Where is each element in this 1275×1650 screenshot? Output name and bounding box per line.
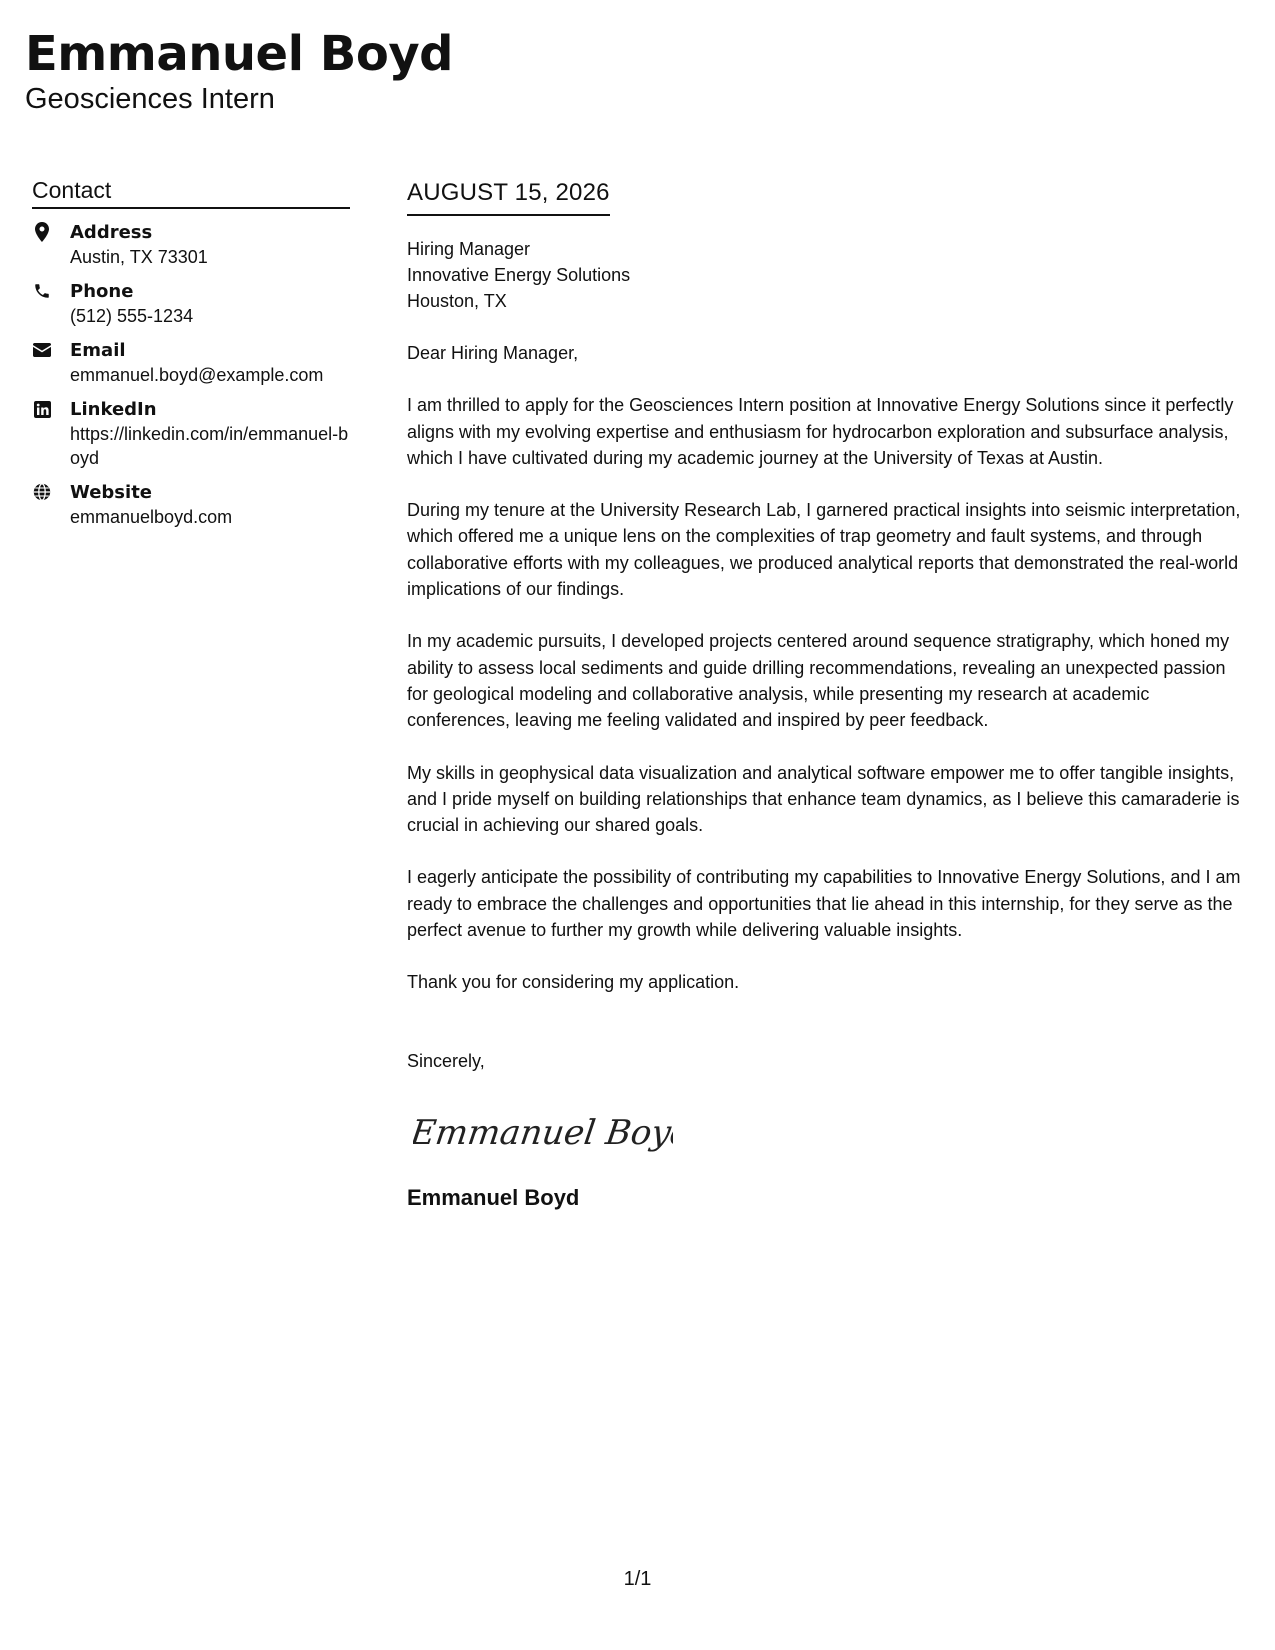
contact-item-phone bbox=[32, 280, 350, 328]
recipient-block bbox=[407, 236, 1247, 314]
contact-value-address: Austin, TX 73301 bbox=[70, 247, 208, 267]
contact-item-email bbox=[32, 339, 350, 387]
recipient-line: Houston, TX bbox=[407, 291, 507, 311]
applicant-name: Emmanuel Boyd bbox=[25, 26, 453, 82]
body-paragraph: During my tenure at the University Research Lab, I garnered practical insights into seismic interpretation, which offered me a unique lens on the complexities of trap geometry and fault systems, and through collaborative efforts with my colleagues, we produced analytical reports that demonstrated the real-world implications of our findings. bbox=[407, 500, 1241, 600]
contact-value-phone: (512) 555-1234 bbox=[70, 306, 194, 326]
job-title: Geosciences Intern bbox=[25, 83, 275, 115]
contact-label: Phone bbox=[70, 281, 134, 302]
letter-date: AUGUST 15, 2026 bbox=[407, 178, 610, 216]
contact-item-linkedin bbox=[32, 398, 350, 470]
contact-heading: Contact bbox=[32, 176, 350, 209]
letter-body bbox=[407, 178, 1247, 1212]
contact-label: Website bbox=[70, 482, 153, 503]
page-number: 1/1 bbox=[623, 1568, 652, 1590]
contact-value-linkedin[interactable]: https://linkedin.com/in/emmanuel-boyd bbox=[70, 424, 349, 468]
body-paragraph: In my academic pursuits, I developed projects centered around sequence stratigraphy, which honed my ability to assess local sediments and guide drilling recommendations, revealing an unexpected passion for geological modeling and collaborative analysis, while presenting my research at academic conferences, leaving me feeling validated and inspired by peer feedback. bbox=[407, 631, 1230, 731]
body-paragraph: I am thrilled to apply for the Geosciences Intern position at Innovative Energy Solutions since it perfectly aligns with my evolving expertise and enthusiasm for hydrocarbon exploration and subsurface analysis, which I have cultivated during my academic journey at the University of Texas at Austin. bbox=[407, 395, 1234, 468]
contact-label: Address bbox=[70, 222, 153, 243]
closing: Sincerely, bbox=[407, 1050, 485, 1071]
signature-text: Emmanuel Boyd bbox=[413, 1113, 673, 1153]
contact-value-email[interactable]: emmanuel.boyd@example.com bbox=[70, 365, 324, 385]
recipient-line: Hiring Manager bbox=[407, 239, 531, 259]
greeting: Dear Hiring Manager, bbox=[407, 343, 579, 363]
body-paragraph: I eagerly anticipate the possibility of contributing my capabilities to Innovative Energy Solutions, and I am ready to embrace the challenges and opportunities that lie ahead in this internship, for they serve as the perfect avenue to further my growth while delivering valuable insights. bbox=[407, 867, 1241, 941]
location-pin-icon bbox=[32, 222, 52, 242]
contact-item-address bbox=[32, 221, 350, 269]
phone-icon bbox=[32, 281, 52, 301]
handwritten-signature bbox=[413, 1104, 673, 1160]
signed-name: Emmanuel Boyd bbox=[407, 1184, 580, 1210]
contact-value-website[interactable]: emmanuelboyd.com bbox=[70, 507, 233, 527]
contact-label: LinkedIn bbox=[70, 399, 157, 420]
thank-you-line: Thank you for considering my application. bbox=[407, 972, 740, 993]
globe-icon bbox=[32, 482, 52, 502]
recipient-line: Innovative Energy Solutions bbox=[407, 265, 631, 285]
envelope-icon bbox=[32, 340, 52, 360]
body-paragraph: My skills in geophysical data visualization and analytical software empower me to offer tangible insights, and I pride myself on building relationships that enhance team dynamics, as I believe this camaraderie is crucial in achieving our shared goals. bbox=[407, 762, 1240, 836]
contact-item-website bbox=[32, 481, 350, 529]
resume-header bbox=[25, 26, 453, 116]
contact-label: Email bbox=[70, 340, 126, 361]
linkedin-icon bbox=[32, 399, 52, 419]
contact-sidebar bbox=[32, 176, 350, 540]
